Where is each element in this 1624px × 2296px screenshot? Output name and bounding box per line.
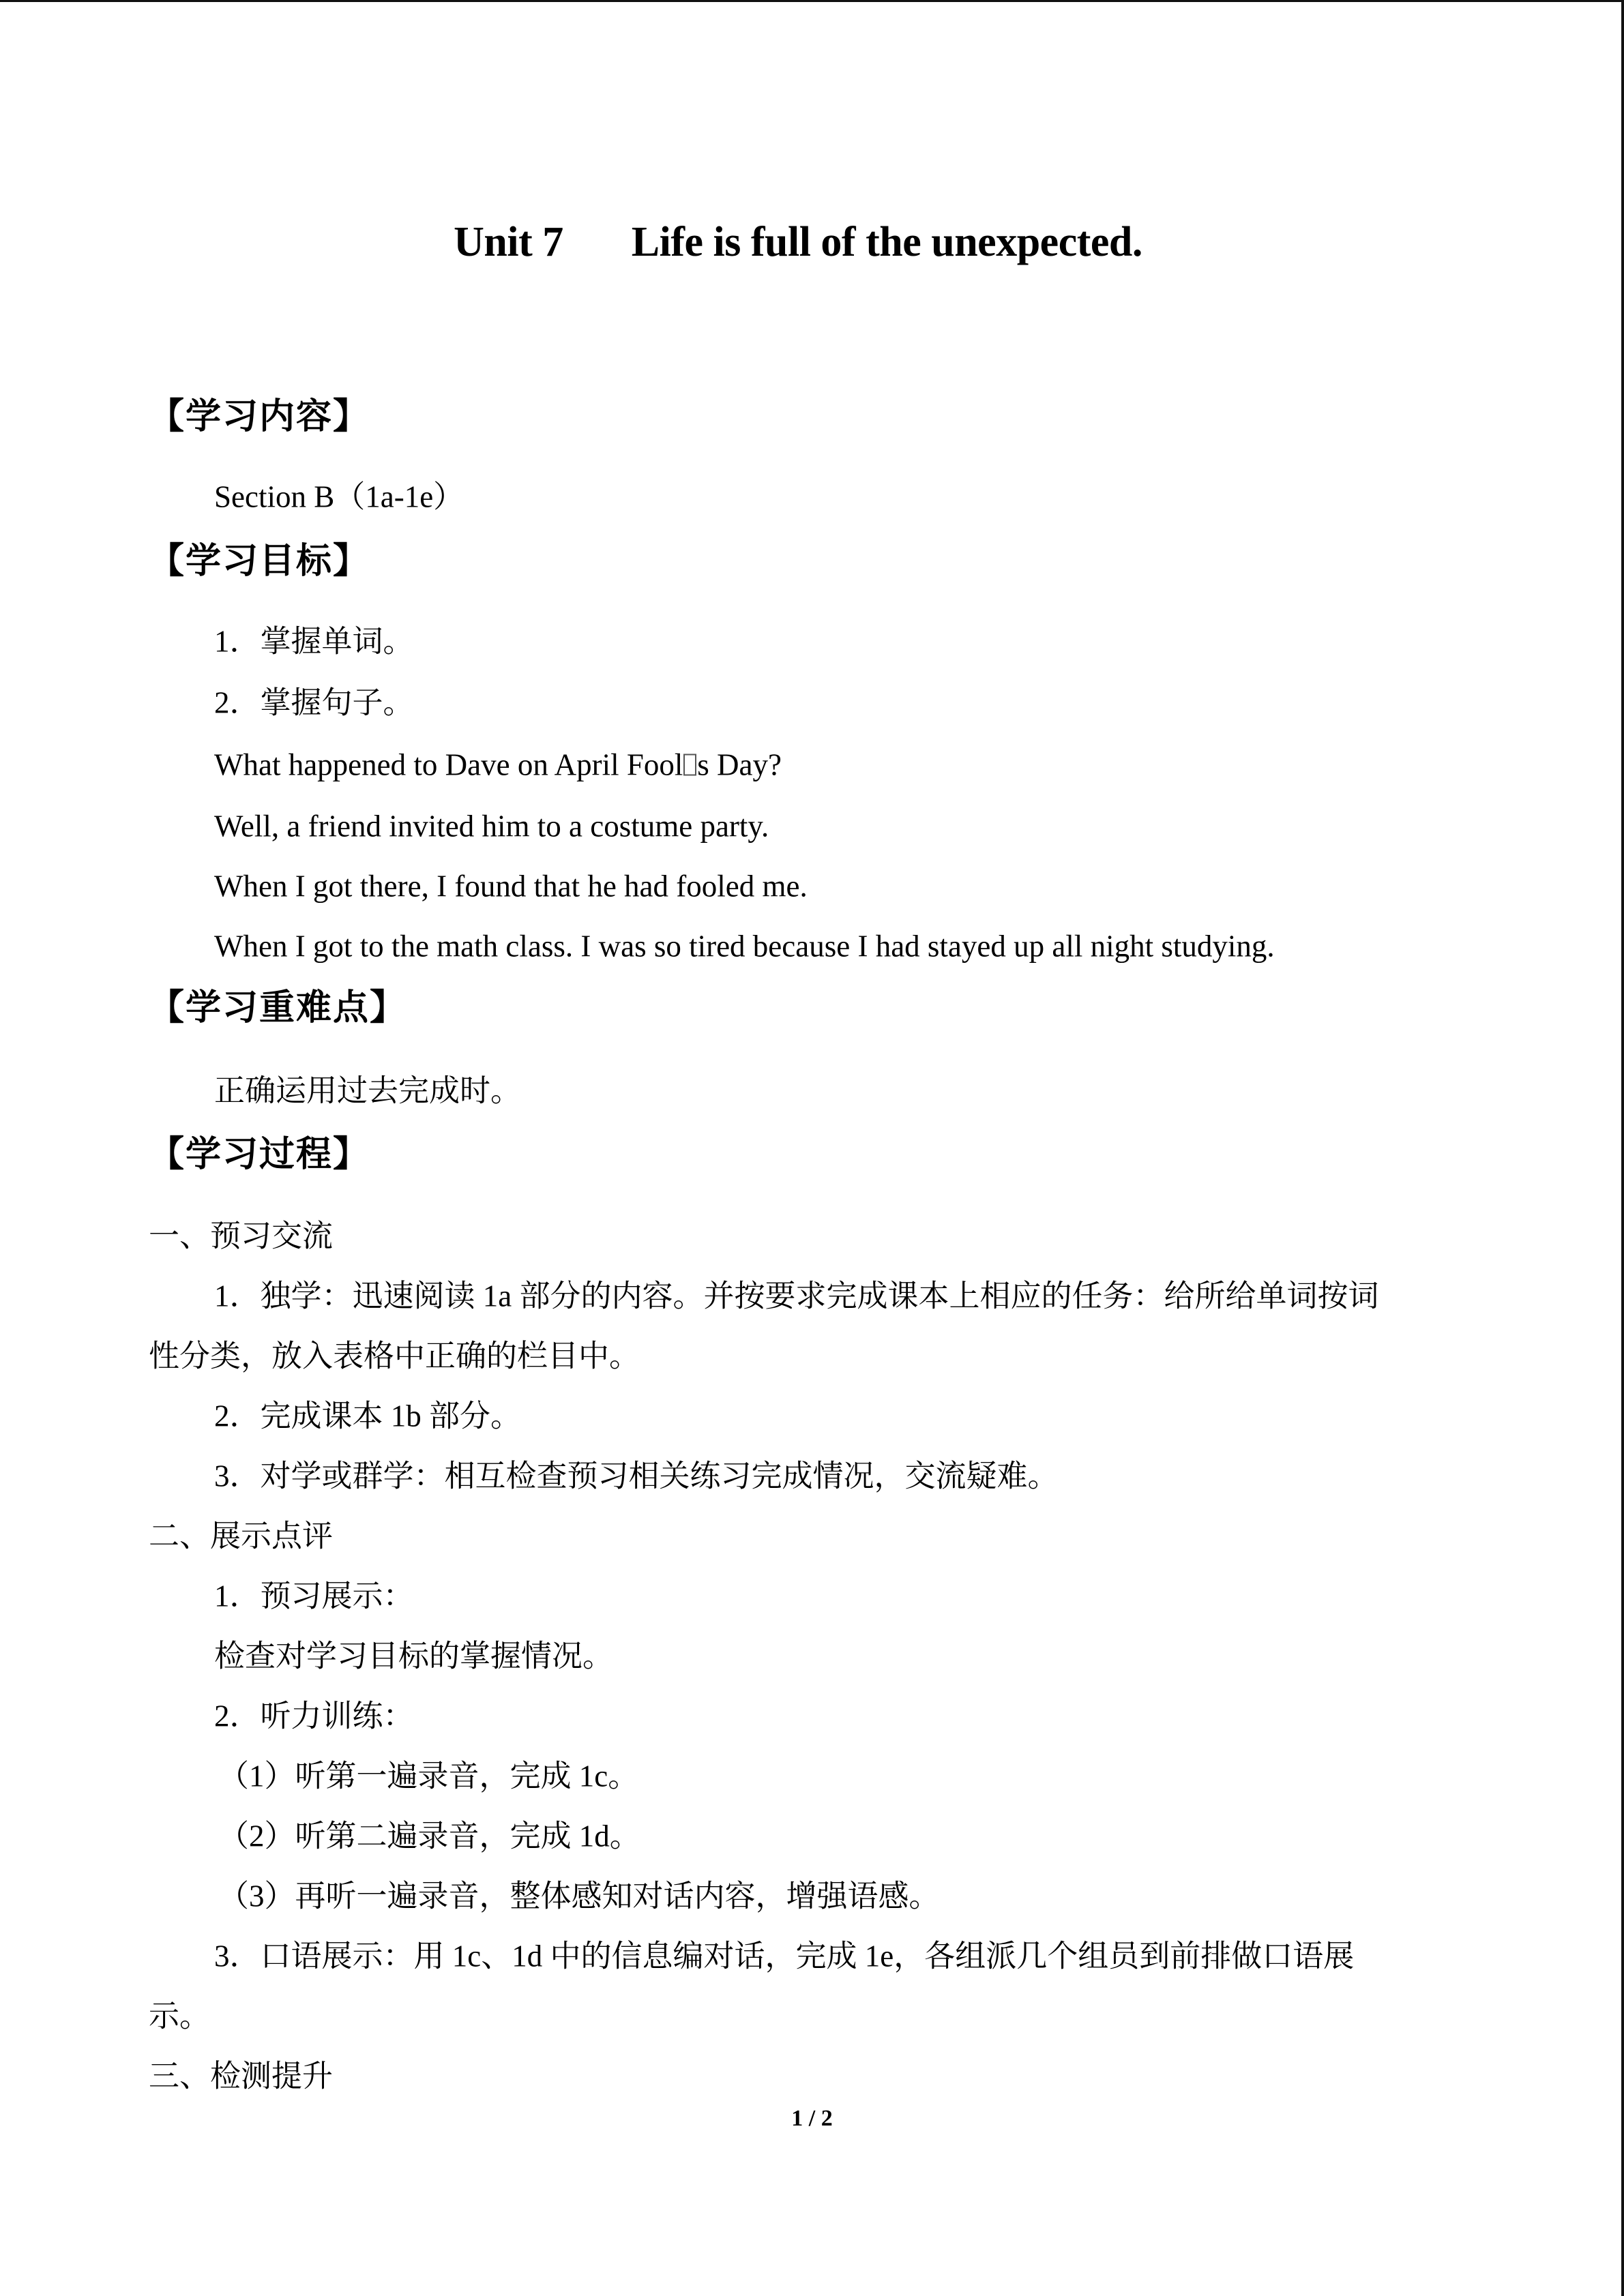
section-heading-content: 【学习内容】 — [149, 396, 370, 437]
goal-item: 2．掌握句子。 — [214, 685, 414, 720]
process-part-title: 三、检测提升 — [149, 2059, 334, 2093]
goal-sentence — [214, 747, 782, 782]
goal-sentence: When I got there, I found that he had fooled me. — [214, 869, 808, 904]
sentence-part: What happened to Dave on April Fool — [214, 747, 683, 782]
document-title — [0, 221, 1596, 263]
key-points-body: 正确运用过去完成时。 — [214, 1073, 522, 1108]
missing-glyph-box-icon — [683, 754, 696, 775]
process-part-title: 一、预习交流 — [149, 1219, 334, 1253]
process-line: （2）听第二遍录音，完成 1d。 — [218, 1819, 640, 1853]
process-line: 2．听力训练： — [214, 1699, 414, 1733]
page-number: 1 / 2 — [791, 2106, 833, 2131]
section-heading-process: 【学习过程】 — [149, 1134, 370, 1175]
section-heading-goals: 【学习目标】 — [149, 541, 370, 582]
process-line: 性分类，放入表格中正确的栏目中。 — [149, 1339, 640, 1373]
section-heading-key-points: 【学习重难点】 — [149, 987, 407, 1028]
process-part-title: 二、展示点评 — [149, 1519, 334, 1553]
process-line: 2．完成课本 1b 部分。 — [214, 1399, 522, 1433]
goal-sentence: When I got to the math class. I was so tired because I had stayed up all night studying. — [214, 929, 1275, 964]
process-line: 检查对学习目标的掌握情况。 — [214, 1639, 614, 1673]
process-line: （1）听第一遍录音，完成 1c。 — [218, 1759, 639, 1793]
process-line: （3）再听一遍录音，整体感知对话内容，增强语感。 — [218, 1879, 940, 1913]
process-line: 示。 — [149, 1999, 211, 2033]
process-line: 1．独学：迅速阅读 1a 部分的内容。并按要求完成课本上相应的任务：给所给单词按词 — [214, 1279, 1379, 1313]
process-line: 3．对学或群学：相互检查预习相关练习完成情况，交流疑难。 — [214, 1459, 1059, 1493]
content-body: Section B（1a-1e） — [214, 479, 464, 514]
sentence-part: s Day? — [697, 747, 782, 782]
process-line: 1．预习展示： — [214, 1579, 414, 1613]
goal-item: 1．掌握单词。 — [214, 624, 414, 659]
title-unit: Unit 7 — [454, 219, 563, 265]
goal-sentence: Well, a friend invited him to a costume party. — [214, 809, 769, 844]
title-text: Life is full of the unexpected. — [631, 219, 1142, 265]
process-line: 3．口语展示：用 1c、1d 中的信息编对话，完成 1e，各组派几个组员到前排做口语展 — [214, 1939, 1355, 1973]
